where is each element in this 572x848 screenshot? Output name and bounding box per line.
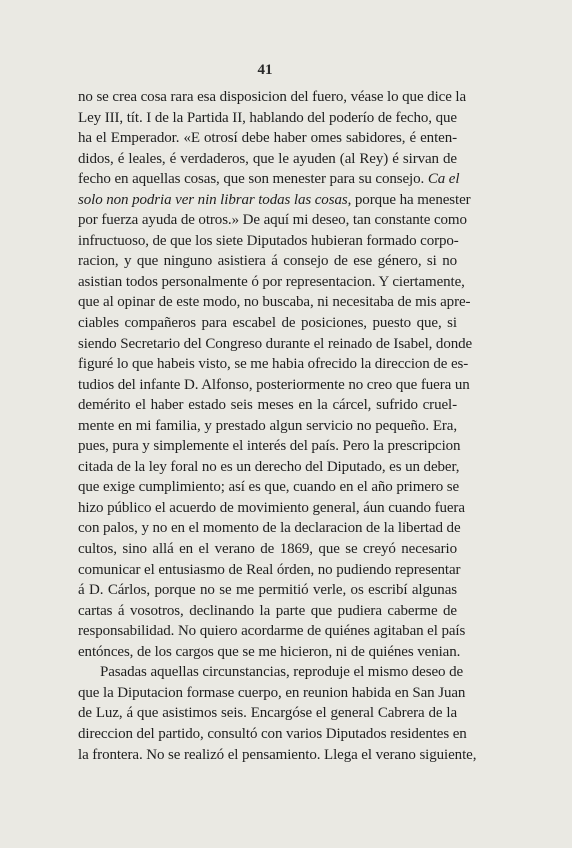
text-segment: que la Diputacion formase cuerpo, en reunion habida en San Juan: [78, 684, 466, 701]
text-segment: infructuoso, de que los siete Diputados hubieran formado corpo-: [78, 232, 459, 249]
text-segment: mente en mi familia, y prestado algun servicio no pequeño. Era,: [78, 417, 457, 434]
text-line: [78, 231, 457, 252]
text-line: [78, 457, 460, 478]
text-segment: que al opinar de este modo, no buscaba, ni necesitaba de mis apre-: [78, 294, 471, 311]
text-segment: entónces, de los cargos que se me hicieron, ni de quiénes venian.: [78, 643, 461, 660]
text-line: [78, 313, 457, 334]
text-line: [78, 436, 461, 457]
text-segment: la frontera. No se realizó el pensamiento. Llega el verano siguiente,: [78, 746, 477, 763]
text-line: [78, 580, 457, 601]
text-line: [78, 108, 457, 129]
text-line: [78, 251, 457, 272]
text-segment: que exige cumplimiento; así es que, cuando en el año primero se: [78, 479, 460, 496]
text-segment: hizo público el acuerdo de movimiento general, áun cuando fuera: [78, 499, 465, 516]
text-segment: comunicar el entusiasmo de Real órden, no pudiendo representar: [78, 561, 461, 578]
text-segment: demérito el haber estado seis meses en la cárcel, sufrido cruel-: [78, 397, 457, 414]
text-segment: fecho en aquellas cosas, que son menester para su consejo.: [78, 171, 425, 188]
text-segment: por fuerza ayuda de otros.» De aquí mi deseo, tan constante como: [78, 212, 467, 229]
text-line: [78, 724, 467, 745]
text-segment: cultos, sino allá en el verano de 1869, que se creyó necesario: [78, 541, 457, 558]
text-line: [78, 683, 466, 704]
text-segment: Ley III, tít. I de la Partida II, hablando del poderío de fecho, que: [78, 109, 457, 126]
text-segment: Pasadas aquellas circunstancias, reproduje el mismo deseo de: [100, 664, 464, 681]
text-line: [78, 642, 461, 663]
text-line: [78, 416, 457, 437]
text-line: [78, 354, 469, 375]
text-segment: tudios del infante D. Alfonso, posteriormente no creo que fuera un: [78, 376, 470, 393]
text-segment: ciables compañeros para escabel de posiciones, puesto que, si: [78, 315, 457, 332]
text-segment: ha el Emperador. «E otrosí debe haber omes sabidores, é enten-: [78, 130, 457, 147]
text-segment: didos, é leales, é verdaderos, que le ayuden (al Rey) é sirvan de: [78, 150, 457, 167]
text-line: [78, 128, 457, 149]
text-line: [78, 662, 464, 683]
page-number: 41: [257, 62, 273, 78]
text-segment: de Luz, á que asistimos seis. Encargóse el general Cabrera de la: [78, 705, 457, 722]
text-segment: , porque ha menester: [347, 191, 471, 208]
text-line: [78, 272, 465, 293]
text-line: [78, 87, 467, 108]
text-line: [78, 621, 466, 642]
text-segment: á D. Cárlos, porque no se me permitió verle, os escribí algunas: [78, 582, 457, 599]
text-segment: con palos, y no en el momento de la declaracion de la libertad de: [78, 520, 461, 537]
italic-segment: Ca el: [424, 171, 460, 188]
text-line: [78, 375, 470, 396]
text-line: [78, 190, 471, 211]
text-line: [78, 169, 460, 190]
text-segment: figuré lo que habeis visto, se me habia ofrecido la direccion de es-: [78, 356, 469, 373]
text-line: [78, 703, 457, 724]
text-line: [78, 539, 457, 560]
text-segment: citada de la ley foral no es un derecho del Diputado, es un deber,: [78, 458, 460, 475]
text-segment: siendo Secretario del Congreso durante el reinado de Isabel, donde: [78, 335, 473, 352]
body-text: [78, 87, 477, 765]
text-segment: cartas á vosotros, declinando la parte que pudiera caberme de: [78, 602, 457, 619]
text-line: [78, 334, 473, 355]
text-segment: pues, pura y simplemente el interés del país. Pero la prescripcion: [78, 438, 461, 455]
text-line: [78, 498, 465, 519]
text-line: [78, 149, 457, 170]
text-segment: no se crea cosa rara esa disposicion del fuero, véase lo que dice la: [78, 89, 467, 105]
text-segment: racion, y que ninguno asistiera á consejo de ese género, si no: [78, 253, 457, 270]
text-line: [78, 395, 457, 416]
text-segment: direccion del partido, consultó con varios Diputados residentes en: [78, 725, 467, 742]
text-line: [78, 560, 461, 581]
text-line: [78, 292, 471, 313]
text-line: [78, 210, 467, 231]
text-segment: responsabilidad. No quiero acordarme de quiénes agitaban el país: [78, 623, 466, 640]
italic-segment: solo non podria ver nin librar todas las cosas: [78, 191, 348, 208]
text-line: [78, 518, 461, 539]
text-line: [78, 477, 460, 498]
text-segment: asistian todos personalmente ó por representacion. Y ciertamente,: [78, 273, 465, 290]
text-line: [78, 745, 477, 766]
text-line: [78, 601, 457, 622]
